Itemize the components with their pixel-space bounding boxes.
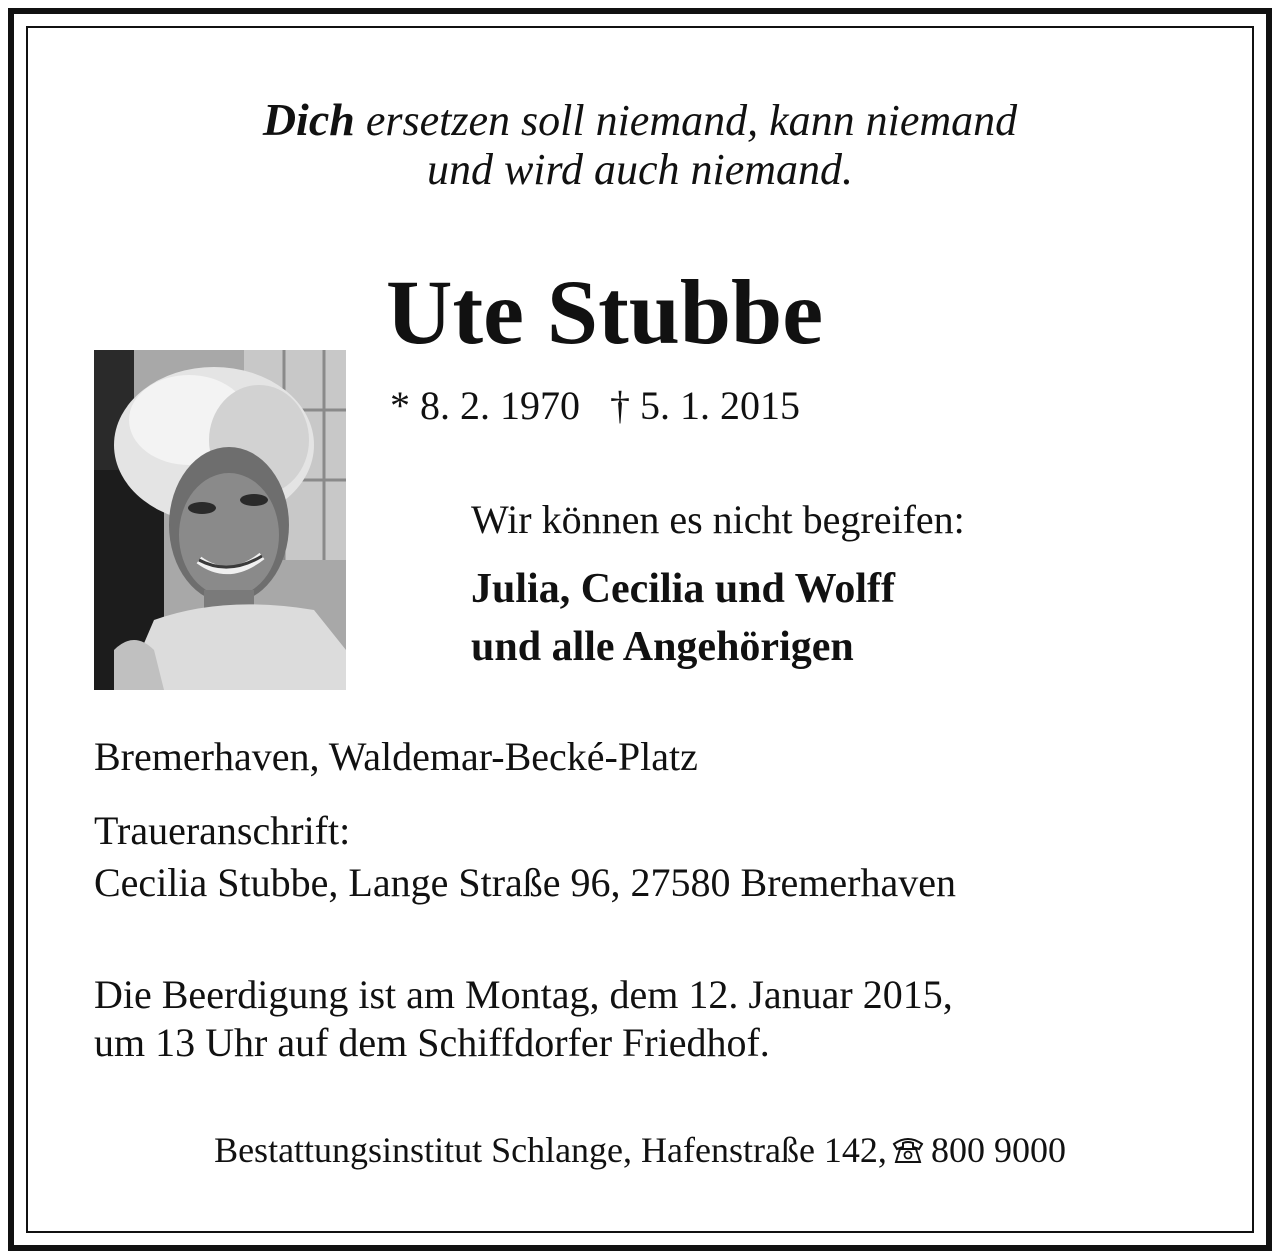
undertaker-footer [0,1128,1280,1175]
funeral-info-line-1: Die Beerdigung ist am Montag, dem 12. Januar 2015, [94,972,953,1017]
mourners-names-line-1: Julia, Cecilia und Wolff [471,566,895,612]
portrait-photo [94,350,346,690]
motto-line-1 [0,94,1280,147]
condolence-address-label: Traueranschrift: [94,808,351,853]
mourners-names-line-2: und alle Angehörigen [471,624,854,670]
telephone-icon [891,1131,925,1175]
place-line: Bremerhaven, Waldemar-Becké-Platz [94,734,698,779]
life-dates [390,382,800,430]
undertaker-phone: 800 9000 [930,1130,1066,1170]
birth-date: * 8. 2. 1970 [390,383,580,428]
motto-line-1-rest: ersetzen soll niemand, kann niemand [354,96,1018,145]
funeral-info-line-2: um 13 Uhr auf dem Schiffdorfer Friedhof. [94,1020,770,1065]
mourners-intro: Wir können es nicht begreifen: [471,497,965,542]
deceased-name: Ute Stubbe [386,261,824,363]
undertaker-name: Bestattungsinstitut Schlange, Hafenstraße 142, [214,1130,887,1170]
motto-first-word: Dich [262,94,355,145]
death-date: † 5. 1. 2015 [610,383,800,428]
condolence-address: Cecilia Stubbe, Lange Straße 96, 27580 Bremerhaven [94,860,956,905]
motto-line-2: und wird auch niemand. [426,145,854,194]
